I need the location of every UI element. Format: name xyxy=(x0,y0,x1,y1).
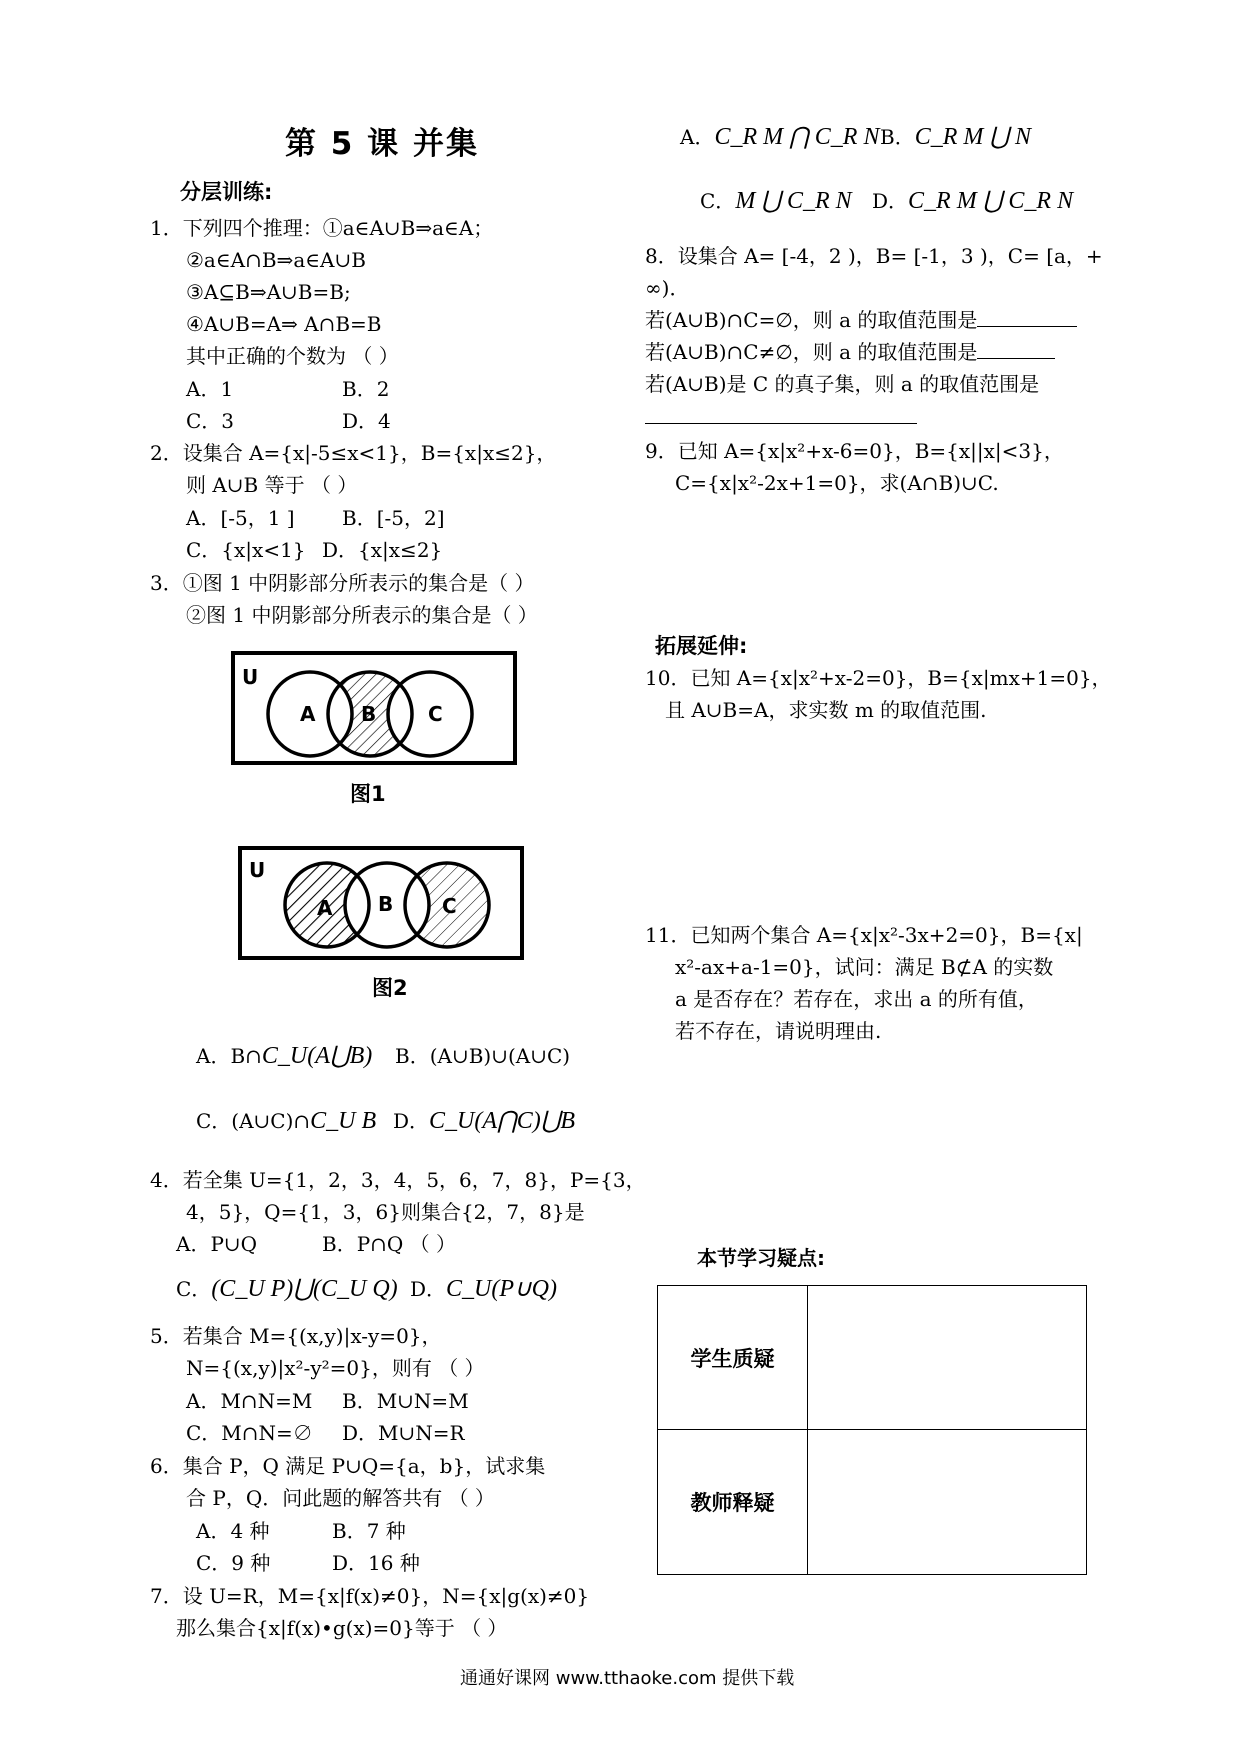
set-c-label: C xyxy=(442,894,457,918)
q11-line3: a 是否存在？若存在，求出 a 的所有值， xyxy=(675,987,1038,1011)
q8-line2: ∞)． xyxy=(645,276,690,300)
q7-line1: 7．设 U=R，M={x|f(x)≠0}，N={x|g(x)≠0} xyxy=(150,1584,590,1608)
q4-line2: 4，5}，Q={1，3，6}则集合{2，7，8}是 xyxy=(186,1200,585,1224)
q3-option-c-formula: C_U B xyxy=(310,1108,377,1134)
teacher-answer-label: 教师释疑 xyxy=(658,1430,808,1574)
q3-line1: 3．①图 1 中阴影部分所表示的集合是（ ） xyxy=(150,571,535,595)
q11-line2: x²-ax+a-1=0}，试问：满足 B⊄A 的实数 xyxy=(675,955,1054,979)
q4-option-d-formula: C_U(P∪Q) xyxy=(446,1276,557,1302)
q4-option-c-formula: (C_U P)⋃(C_U Q) xyxy=(211,1276,398,1302)
q4-option-b: B．P∩Q （ ） xyxy=(322,1232,457,1256)
q1-line5: 其中正确的个数为 （ ） xyxy=(186,344,399,368)
q7-option-a: A．C_R M ⋂ C_R N xyxy=(680,124,880,150)
q3-option-a: A．B∩C_U(A⋃B) xyxy=(196,1043,373,1069)
page-title: 第 5 课 并集 xyxy=(285,126,479,162)
student-question-label: 学生质疑 xyxy=(658,1286,808,1429)
q6-line2: 合 P，Q．问此题的解答共有 （ ） xyxy=(186,1486,495,1510)
q7-option-d-formula: C_R M ⋃ C_R N xyxy=(908,188,1074,214)
figure-2-caption: 图2 xyxy=(372,976,408,1000)
q5-option-c: C．M∩N=∅ xyxy=(186,1421,313,1445)
set-a-label: A xyxy=(300,702,316,726)
q5-option-a: A．M∩N=M xyxy=(186,1389,313,1413)
q6-option-d: D．16 种 xyxy=(332,1551,420,1575)
q4-option-c: C．(C_U P)⋃(C_U Q) xyxy=(176,1276,398,1302)
q6-option-b: B．7 种 xyxy=(332,1519,406,1543)
q7-option-a-formula: C_R M ⋂ C_R N xyxy=(714,124,880,150)
section-heading-practice: 分层训练: xyxy=(180,180,273,204)
q7-line2: 那么集合{x|f(x)•g(x)=0}等于 （ ） xyxy=(176,1616,508,1640)
q3-option-a-formula: C_U(A⋃B) xyxy=(261,1043,373,1069)
q10-line2: 且 A∪B=A，求实数 m 的取值范围. xyxy=(665,698,987,722)
q8-line3: 若(A∪B)∩C=∅，则 a 的取值范围是 xyxy=(645,307,1077,333)
answer-blank xyxy=(977,340,1055,359)
q1-line4: ④A∪B=A⇒ A∩B=B xyxy=(186,312,382,336)
q8-line4: 若(A∪B)∩C≠∅，则 a 的取值范围是 xyxy=(645,339,1055,365)
doubts-table xyxy=(657,1285,1087,1575)
table-row xyxy=(658,1286,1086,1430)
venn-diagram-figure-1 xyxy=(230,650,520,770)
q9-line2: C={x|x²-2x+1=0}，求(A∩B)∪C. xyxy=(675,471,999,495)
q4-option-a: A．P∪Q xyxy=(176,1232,258,1256)
q4-option-d: D．C_U(P∪Q) xyxy=(410,1276,557,1302)
q1-line3: ③A⊆B⇒A∪B=B; xyxy=(186,280,351,304)
q6-line1: 6．集合 P，Q 满足 P∪Q={a，b}，试求集 xyxy=(150,1454,546,1478)
table-row xyxy=(658,1430,1086,1574)
q3-option-c: C．(A∪C)∩C_U B xyxy=(196,1108,377,1134)
q3-option-d: D．C_U(A⋂C)⋃B xyxy=(393,1108,576,1134)
set-b-label: B xyxy=(378,892,394,916)
figure-1-caption: 图1 xyxy=(350,782,386,806)
q1-line2: ②a∈A∩B⇒a∈A∪B xyxy=(186,248,366,272)
universe-label: U xyxy=(249,858,266,882)
q1-option-d: D．4 xyxy=(342,409,391,433)
answer-blank xyxy=(645,423,917,424)
q5-option-b: B．M∪N=M xyxy=(342,1389,469,1413)
q1-option-b: B．2 xyxy=(342,377,390,401)
q4-line1: 4．若全集 U={1，2，3，4，5，6，7，8}，P={3， xyxy=(150,1168,646,1192)
q7-option-b: B．C_R M ⋃ N xyxy=(880,124,1032,150)
q3-option-b: B．(A∪B)∪(A∪C) xyxy=(395,1044,571,1068)
q2-option-b: B．[-5，2] xyxy=(342,506,445,530)
q2-option-d: D．{x|x≤2} xyxy=(322,538,443,562)
section-heading-extension: 拓展延伸: xyxy=(655,634,748,658)
venn-diagram-figure-2 xyxy=(237,845,527,965)
q11-line1: 11．已知两个集合 A={x|x²-3x+2=0}，B={x| xyxy=(645,923,1083,947)
q6-option-a: A．4 种 xyxy=(196,1519,270,1543)
q10-line1: 10．已知 A={x|x²+x-2=0}，B={x|mx+1=0}， xyxy=(645,666,1112,690)
q8-line5: 若(A∪B)是 C 的真子集，则 a 的取值范围是 xyxy=(645,372,1040,396)
q1-line1: 1．下列四个推理：①a∈A∪B⇒a∈A； xyxy=(150,216,494,240)
page-footer: 通通好课网 www.tthaoke.com 提供下载 xyxy=(460,1668,795,1689)
q7-option-c: C．M ⋃ C_R N xyxy=(700,188,852,214)
q5-line2: N={(x,y)|x²-y²=0}，则有 （ ） xyxy=(186,1356,485,1380)
q3-option-d-formula: C_U(A⋂C)⋃B xyxy=(429,1108,576,1134)
q7-option-c-formula: M ⋃ C_R N xyxy=(735,188,852,214)
universe-label: U xyxy=(242,665,259,689)
q3-line2: ②图 1 中阴影部分所表示的集合是（ ） xyxy=(186,603,538,627)
q2-line1: 2．设集合 A={x|-5≤x<1}，B={x|x≤2}， xyxy=(150,441,557,465)
set-a-label: A xyxy=(317,896,333,920)
q2-option-c: C．{x|x<1} xyxy=(186,538,306,562)
q11-line4: 若不存在，请说明理由. xyxy=(675,1019,882,1043)
q9-line1: 9．已知 A={x|x²+x-6=0}，B={x||x|<3}， xyxy=(645,439,1064,463)
q8-line1: 8．设集合 A= [-4，2 )，B= [-1，3 )，C= [a，+ xyxy=(645,244,1103,268)
q2-line2: 则 A∪B 等于 （ ） xyxy=(186,473,358,497)
answer-blank xyxy=(977,308,1077,327)
q7-option-b-formula: C_R M ⋃ N xyxy=(914,124,1032,150)
q2-option-a: A．[-5，1 ] xyxy=(186,506,295,530)
q6-option-c: C．9 种 xyxy=(196,1551,271,1575)
set-c-label: C xyxy=(428,702,443,726)
q7-option-d: D．C_R M ⋃ C_R N xyxy=(872,188,1074,214)
set-b-label: B xyxy=(361,702,377,726)
q5-line1: 5．若集合 M={(x,y)|x-y=0}， xyxy=(150,1324,442,1348)
q5-option-d: D．M∪N=R xyxy=(342,1421,465,1445)
q1-option-a: A．1 xyxy=(186,377,234,401)
q1-option-c: C．3 xyxy=(186,409,235,433)
doubts-heading: 本节学习疑点: xyxy=(697,1246,825,1270)
